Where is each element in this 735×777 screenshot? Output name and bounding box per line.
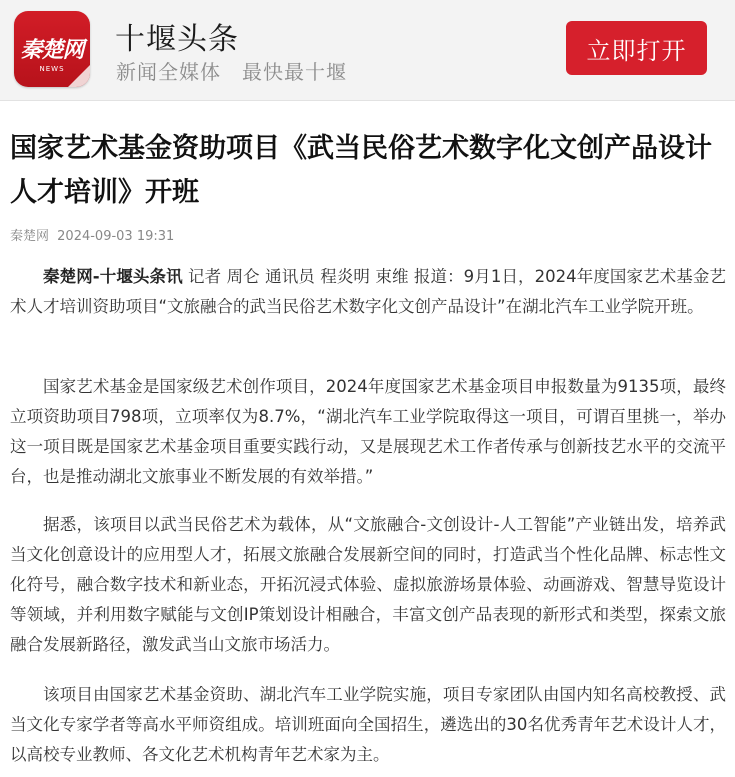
article-meta: [10, 225, 174, 244]
article-datetime: 2024-09-03 19:31: [57, 229, 175, 244]
lead-source: 秦楚网-十堰头条讯: [43, 267, 183, 286]
article-paragraph: 国家艺术基金是国家级艺术创作项目，2024年度国家艺术基金项目申报数量为9135项，最终立项资助项目798项，立项率仅为8.7%，“湖北汽车工业学院取得这一项目，可谓百里挑一，举办这一项目既是国家艺术基金项目重要实践行动，又是展现艺术工作者传承与创新技艺水平的交流平台，也是推动湖北文旅事业不断发展的有效举措。”: [10, 377, 726, 486]
app-name: 十堰头条: [115, 22, 239, 57]
app-banner: [0, 0, 735, 101]
article-paragraph: 据悉，该项目以武当民俗艺术为载体，从“文旅融合-文创设计-人工智能”产业链出发，培养武当文化创意设计的应用型人才，拓展文旅融合发展新空间的同时，打造武当个性化品牌、标志性文化符号，融合数字技术和新业态，开拓沉浸式体验、虚拟旅游场景体验、动画游戏、智慧导览设计等领域，并利用数字赋能与文创IP策划设计相融合，丰富文创产品表现的新形式和类型，探索文旅融合发展新路径，激发武当山文旅市场活力。: [10, 515, 726, 654]
app-logo[interactable]: [14, 11, 90, 87]
article-paragraph: 该项目由国家艺术基金资助、湖北汽车工业学院实施，项目专家团队由国内知名高校教授、武当文化专家学者等高水平师资组成。培训班面向全国招生，遴选出的30名优秀青年艺术设计人才，以高校专业教师、各文化艺术机构青年艺术家为主。: [10, 685, 726, 764]
logo-subtext: NEWS: [39, 65, 65, 73]
article-paragraph: [10, 262, 726, 322]
open-app-button[interactable]: 立即打开: [566, 21, 707, 75]
article-source: 秦楚网: [10, 229, 50, 244]
logo-text: 秦楚网: [20, 37, 84, 63]
logo-fold-corner: [68, 65, 90, 87]
app-slogan: 新闻全媒体 最快最十堰: [116, 60, 347, 84]
article-title: 国家艺术基金资助项目《武当民俗艺术数字化文创产品设计人才培训》开班: [10, 133, 712, 208]
paragraph-text: 记者 周仑 通讯员 程炎明 束维 报道：9月1日，2024年度国家艺术基金艺术人才培训资助项目“文旅融合的武当民俗艺术数字化文创产品设计”在湖北汽车工业学院开班。: [10, 267, 726, 316]
